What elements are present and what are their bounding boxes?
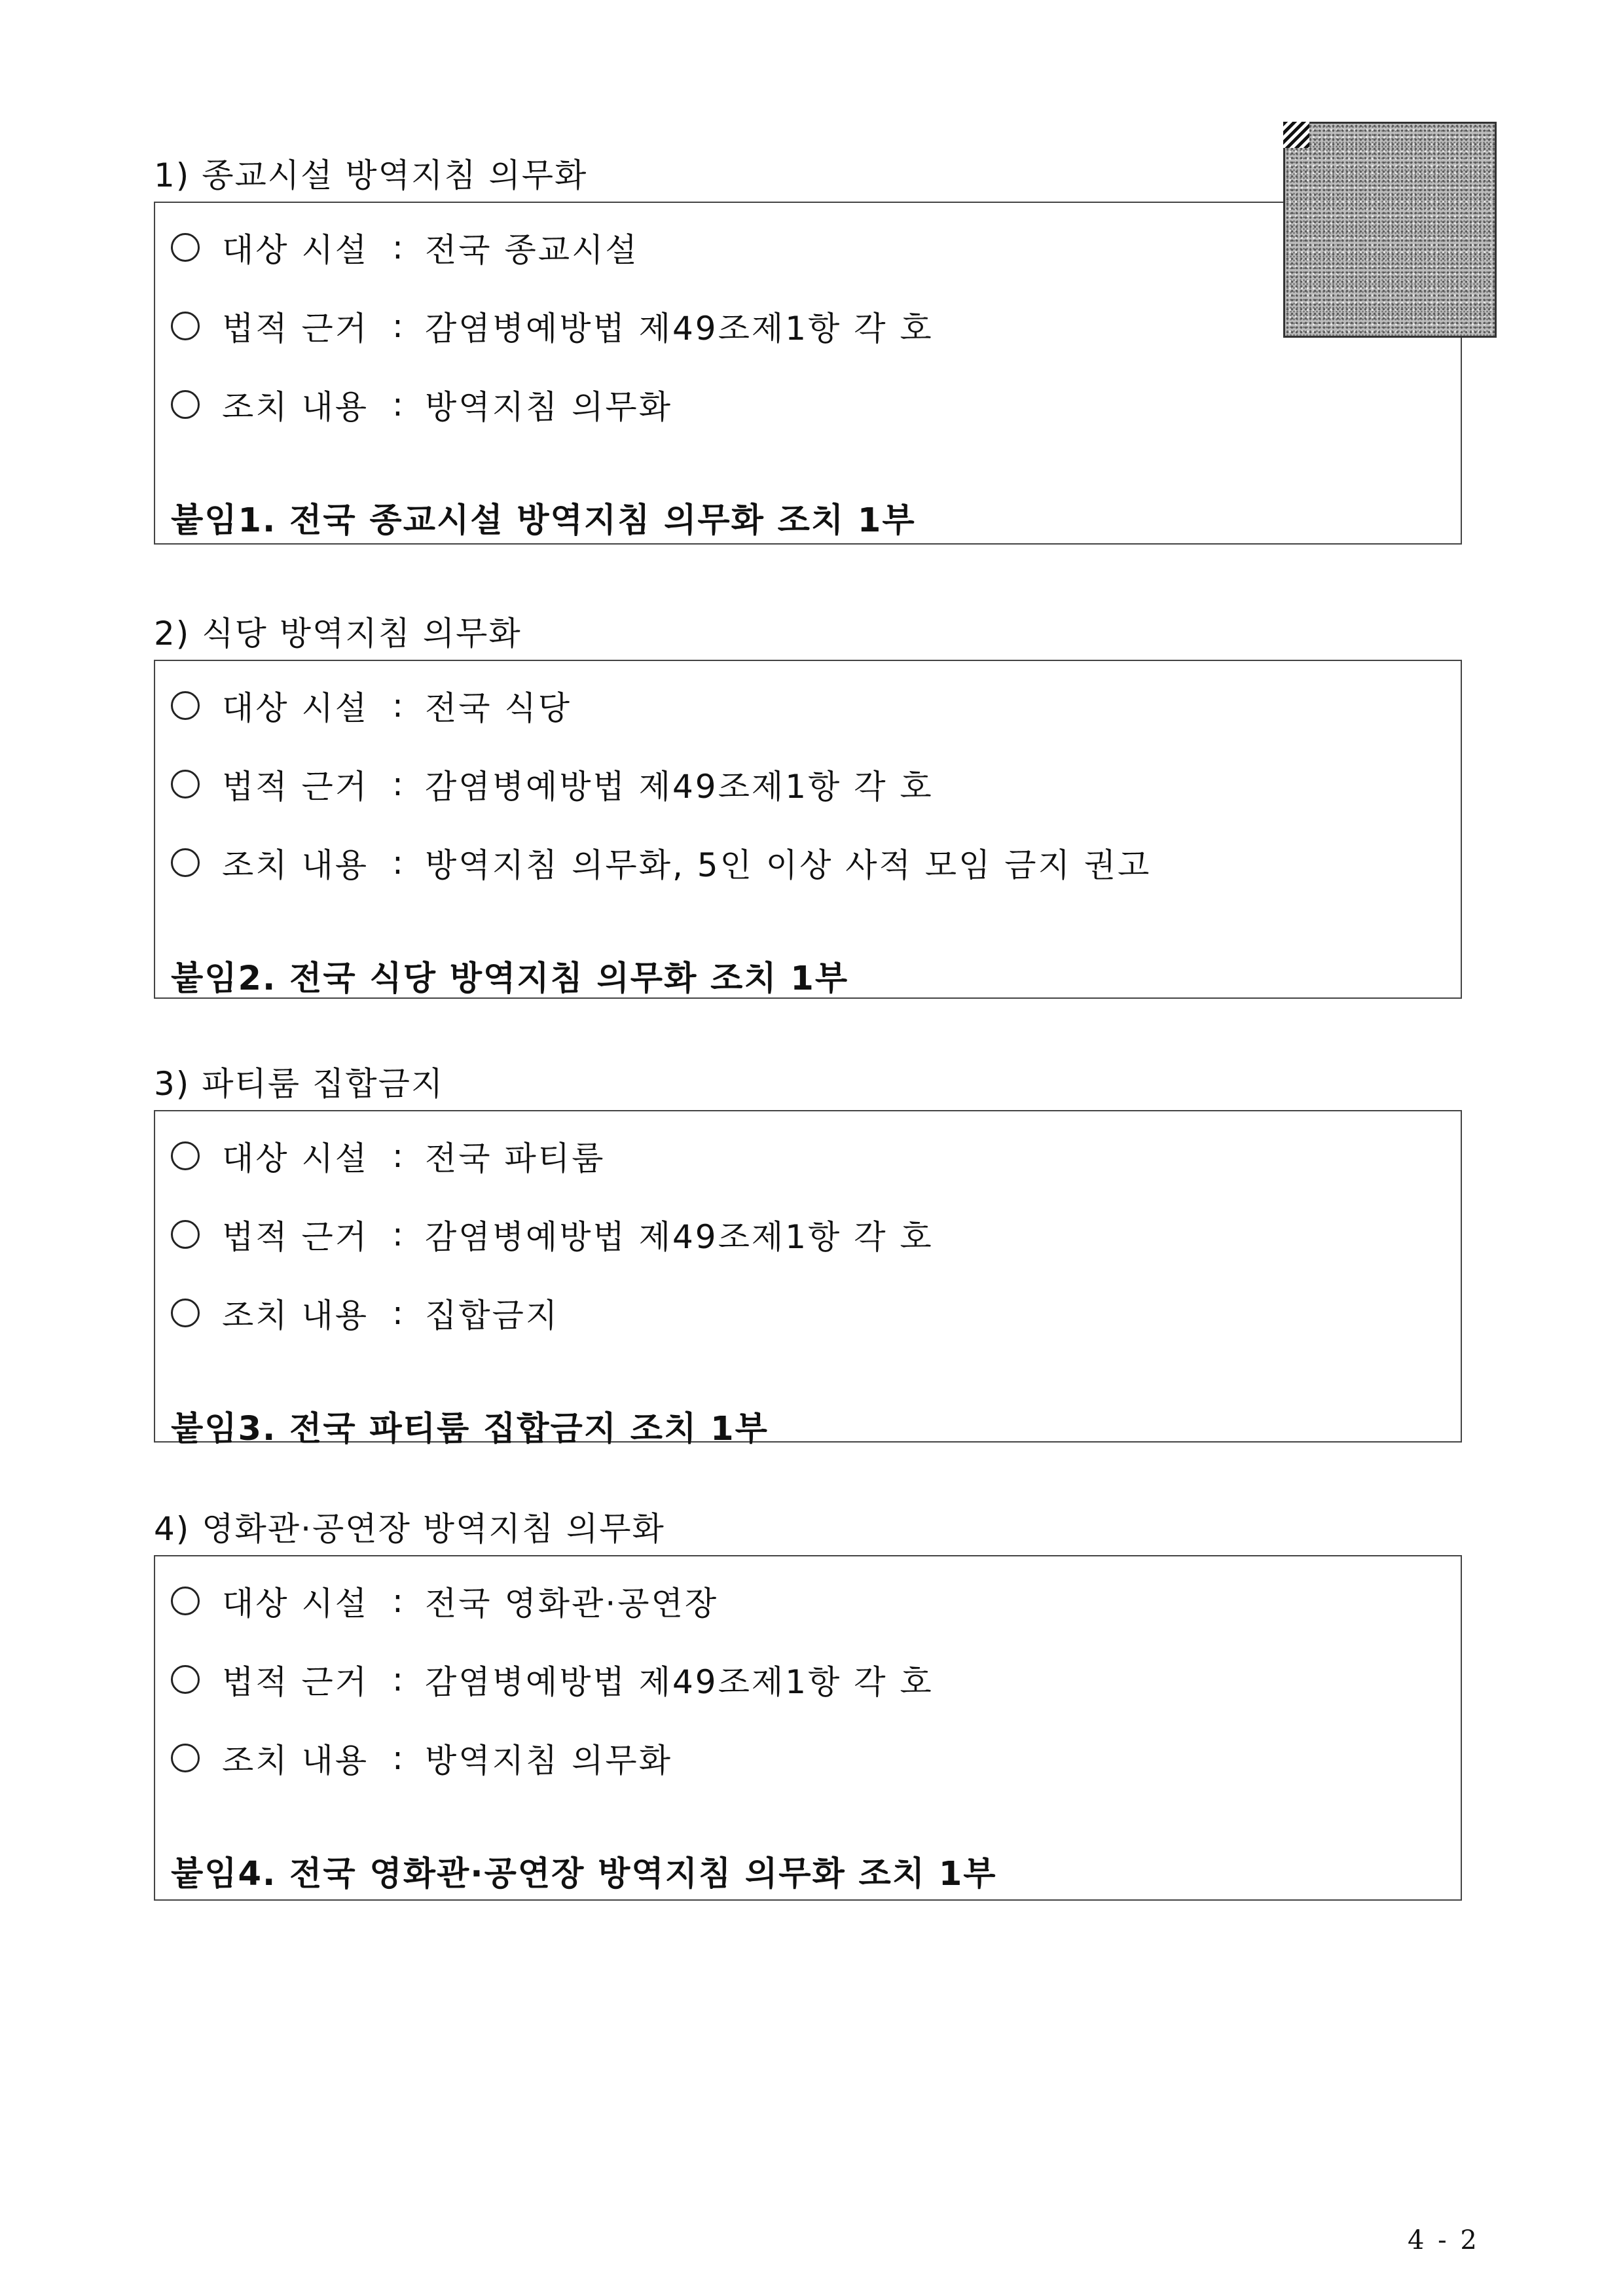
list-item (171, 1117, 1461, 1195)
section-4 (154, 1508, 1462, 1901)
list-item (171, 1274, 1461, 1352)
section-box (154, 660, 1462, 999)
attachment-note: 붙임2. 전국 식당 방역지침 의무화 조치 1부 (171, 960, 849, 998)
circle-bullet-icon (171, 312, 200, 340)
list-item (171, 208, 1461, 287)
list-item (171, 365, 1461, 444)
list-item (171, 823, 1461, 902)
item-label: 법적 근거 (222, 1218, 369, 1256)
attachment-note: 붙임4. 전국 영화관·공연장 방역지침 의무화 조치 1부 (171, 1855, 997, 1893)
circle-bullet-icon (171, 1587, 200, 1615)
item-value: 전국 영화관·공연장 (425, 1585, 719, 1623)
circle-bullet-icon (171, 1141, 200, 1170)
item-label: 조치 내용 (222, 388, 369, 426)
circle-bullet-icon (171, 390, 200, 419)
section-1 (154, 154, 1462, 545)
list-item (171, 1562, 1461, 1640)
item-label: 법적 근거 (222, 768, 369, 806)
circle-bullet-icon (171, 1299, 200, 1327)
circle-bullet-icon (171, 691, 200, 720)
item-value: 감염병예방법 제49조제1항 각 호 (425, 768, 934, 806)
section-title: 4) 영화관·공연장 방역지침 의무화 (154, 1510, 665, 1548)
item-value: 감염병예방법 제49조제1항 각 호 (425, 1663, 934, 1701)
item-label: 조치 내용 (222, 1297, 369, 1335)
item-label: 법적 근거 (222, 310, 369, 348)
list-item (171, 666, 1461, 745)
circle-bullet-icon (171, 848, 200, 877)
item-value: 전국 식당 (425, 689, 572, 727)
item-label: 조치 내용 (222, 846, 369, 884)
colon: : (392, 687, 405, 725)
item-label: 법적 근거 (222, 1663, 369, 1701)
section-box (154, 1110, 1462, 1448)
colon: : (392, 307, 405, 345)
item-label: 조치 내용 (222, 1742, 369, 1780)
colon: : (392, 1582, 405, 1620)
attachment-note: 붙임1. 전국 종교시설 방역지침 의무화 조치 1부 (171, 501, 916, 540)
item-value: 감염병예방법 제49조제1항 각 호 (425, 310, 934, 348)
qr-code (1283, 122, 1497, 338)
circle-bullet-icon (171, 1220, 200, 1249)
colon: : (392, 386, 405, 423)
item-value: 전국 종교시설 (425, 231, 639, 269)
section-title: 1) 종교시설 방역지침 의무화 (154, 156, 588, 194)
item-value: 방역지침 의무화 (425, 1742, 672, 1780)
list-item (171, 1640, 1461, 1719)
circle-bullet-icon (171, 1744, 200, 1772)
list-item (171, 1195, 1461, 1274)
page-number: 4 - 2 (1408, 2225, 1480, 2255)
circle-bullet-icon (171, 233, 200, 262)
item-value: 방역지침 의무화, 5인 이상 사적 모임 금지 권고 (425, 846, 1152, 884)
section-box (154, 1555, 1462, 1901)
colon: : (392, 1137, 405, 1175)
item-label: 대상 시설 (222, 689, 369, 727)
colon: : (392, 1739, 405, 1777)
circle-bullet-icon (171, 1665, 200, 1694)
colon: : (392, 844, 405, 882)
item-value: 감염병예방법 제49조제1항 각 호 (425, 1218, 934, 1256)
item-value: 전국 파티룸 (425, 1139, 606, 1177)
colon: : (392, 1294, 405, 1332)
item-label: 대상 시설 (222, 1585, 369, 1623)
section-2 (154, 613, 1462, 999)
qr-corner-mark (1283, 122, 1309, 148)
list-item (171, 287, 1461, 365)
section-title: 3) 파티룸 집합금지 (154, 1065, 445, 1103)
item-label: 대상 시설 (222, 1139, 369, 1177)
list-item (171, 745, 1461, 823)
colon: : (392, 1660, 405, 1698)
list-item (171, 1719, 1461, 1797)
item-value: 집합금지 (425, 1297, 560, 1335)
circle-bullet-icon (171, 770, 200, 798)
item-label: 대상 시설 (222, 231, 369, 269)
colon: : (392, 765, 405, 803)
attachment-note: 붙임3. 전국 파티룸 집합금지 조치 1부 (171, 1410, 769, 1448)
colon: : (392, 1215, 405, 1253)
colon: : (392, 228, 405, 266)
item-value: 방역지침 의무화 (425, 388, 672, 426)
section-3 (154, 1063, 1462, 1448)
section-box (154, 202, 1462, 545)
section-title: 2) 식당 방역지침 의무화 (154, 615, 522, 653)
